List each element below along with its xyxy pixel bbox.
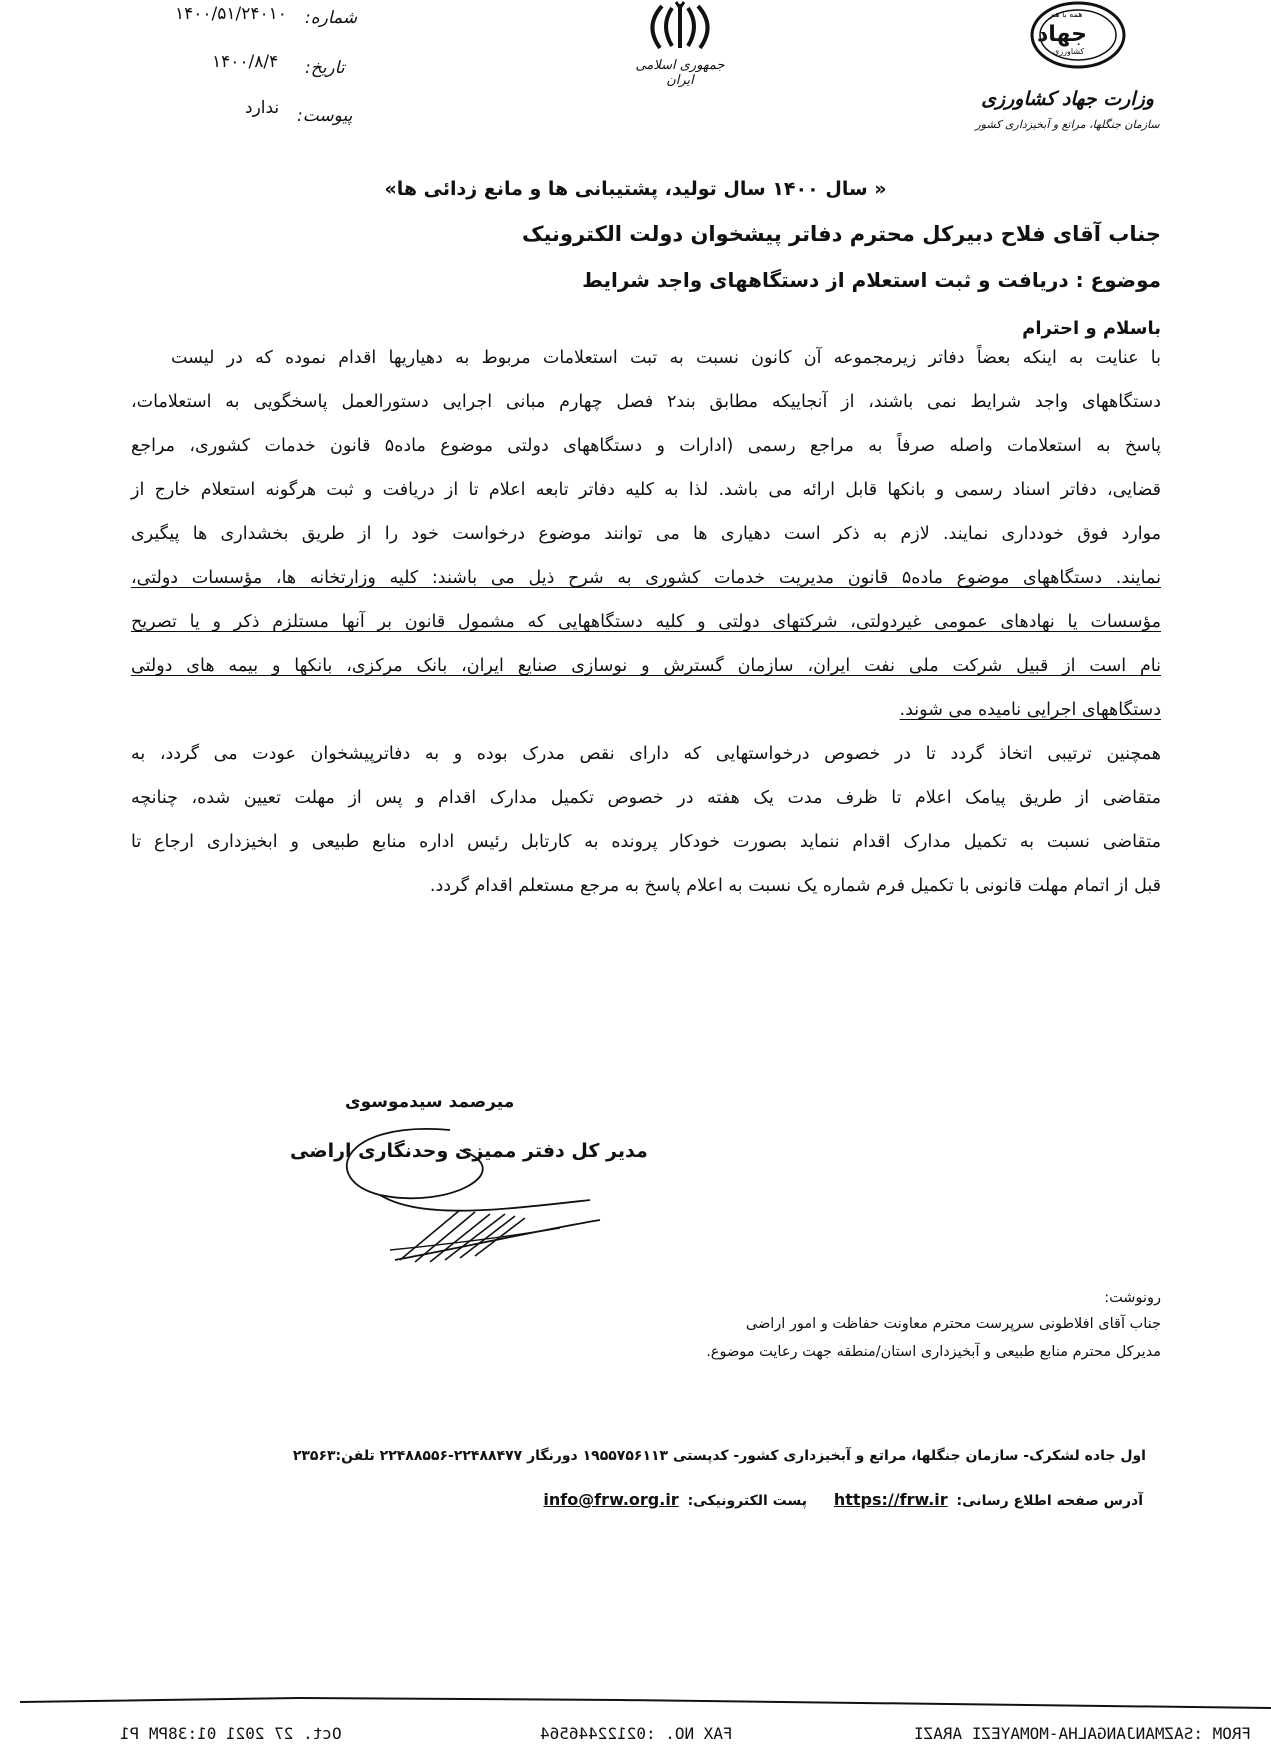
body-line-4: قضایی، دفاتر اسناد رسمی و بانکها قابل ارائه می باشد. لذا به کلیه دفاتر تابعه اعلام تا از دریافت و ثبت هرگونه استعلام خارج از <box>131 480 1161 500</box>
underlined-text: نام است از قبیل شرکت ملی نفت ایران، سازمان گسترش و نوسازی صنایع ایران، بانک مرکزی، بانکها و بیمه های دولتی <box>131 656 1161 676</box>
cc-item-2: مدیرکل محترم منابع طبیعی و آبخیزداری استان/منطقه جهت رعایت موضوع. <box>706 1344 1161 1360</box>
body-line-10: همچنین ترتیبی اتخاذ گردد تا در خصوص درخواستهایی که دارای نقص مدرک بوده و به دفاترپیشخوان عودت می گردد، به <box>131 744 1161 764</box>
body-line-5: موارد فوق خودداری نمایند. لازم به ذکر است دهیاری ها می توانند موضوع درخواست خود را از طریق بخشداری ها پیگیری <box>131 524 1161 544</box>
handwritten-signature <box>300 1110 620 1270</box>
number-value: ۱۴۰۰/۵۱/۲۴۰۱۰ <box>175 4 287 24</box>
jihad-logo-top: همه با هم <box>1050 10 1083 19</box>
date-label: تاریخ: <box>305 58 345 78</box>
fax-header <box>0 1724 1271 1748</box>
footer-contacts <box>539 1490 1143 1509</box>
recipient: جناب آقای فلاح دبیرکل محترم دفاتر پیشخوان دولت الکترونیک <box>521 222 1161 246</box>
number-label: شماره: <box>305 8 358 28</box>
email-link[interactable]: info@frw.org.ir <box>543 1490 679 1509</box>
body-line-2: دستگاههای واجد شرایط نمی باشند، از آنجاییکه مطابق بند۲ فصل چهارم مبانی اجرایی دستورالعمل پاسخگویی به استعلامات، <box>131 392 1161 412</box>
cc-item-1: جناب آقای افلاطونی سرپرست محترم معاونت حفاظت و امور اراضی <box>745 1316 1161 1332</box>
signer-name: میرصمد سیدموسوی <box>345 1092 515 1112</box>
emblem-icon <box>620 0 740 52</box>
underlined-text: نمایند. دستگاههای موضوع ماده۵ قانون مدیریت خدمات کشوری به شرح ذیل می باشند: کلیه وزارتخانه ها، مؤسسات دولتی، <box>131 568 1162 588</box>
iran-emblem-logo <box>620 0 740 88</box>
body-line-3: پاسخ به استعلامات واصله صرفاً به مراجع رسمی (ادارات و دستگاههای دولتی موضوع ماده۵ قانون خدمات کشوری، مراجع <box>131 436 1162 456</box>
body-line-11: متقاضی از طریق پیامک اعلام تا ظرف مدت یک هفته در خصوص تکمیل مدارک اقدام و پس از مهلت تعیین شده، چنانچه <box>131 788 1161 808</box>
bottom-rule <box>0 1680 1271 1710</box>
ministry-sub: سازمان جنگلها، مراتع و آبخیزداری کشور <box>975 118 1160 131</box>
jihad-logo-bottom: کشاورزی <box>1053 47 1085 56</box>
attachment-label: پیوست: <box>297 106 353 126</box>
website-link[interactable]: https://frw.ir <box>833 1490 948 1509</box>
body-line-9 <box>131 702 1161 720</box>
body-line-7 <box>131 614 1161 632</box>
footer-address: اول جاده لشکرک- سازمان جنگلها، مراتع و آبخیزداری کشور- کدپستی ۱۹۵۵۷۵۶۱۱۳ دورنگار ۲۲۴۸۸۴۷۷-۲۲۴۸۸۵۵۶ تلفن:۲۳۵۶۳ <box>292 1448 1146 1464</box>
fax-number: FAX NO. :02122446564 <box>540 1724 733 1743</box>
subject: موضوع : دریافت و ثبت استعلام از دستگاههای واجد شرایط <box>582 268 1161 292</box>
date-value: ۱۴۰۰/۸/۴ <box>212 52 279 72</box>
underlined-text: دستگاههای اجرایی نامیده می شوند. <box>899 700 1161 720</box>
body-line-8 <box>131 658 1161 676</box>
body-line-6 <box>131 570 1161 588</box>
email-label: پست الکترونیکی: <box>687 1493 807 1509</box>
fax-datetime: Oct. 27 2021 01:38PM P1 <box>120 1724 342 1743</box>
cc-label: رونوشت: <box>1104 1290 1161 1306</box>
republic-caption: جمهوری اسلامی ایران <box>635 58 725 88</box>
website-label: آدرس صفحه اطلاع رسانی: <box>956 1493 1143 1509</box>
body-line-12: متقاضی نسبت به تکمیل مدارک اقدام ننماید بصورت خودکار پرونده به کارتابل رئیس اداره منابع طبیعی و ابخیزداری ارجاع تا <box>131 832 1161 852</box>
body-line-1: با عنایت به اینکه بعضاً دفاتر زیرمجموعه آن کانون نسبت به تبت استعلامات مربوط به دهیاریها اقدام نموده که در لیست <box>171 348 1161 368</box>
jihad-logo-text: جهاد <box>1037 22 1087 47</box>
ministry-logo <box>975 0 1160 160</box>
fax-from: FROM :SAZMANJANGALHA-MOMAYEZI ARAZI <box>913 1724 1251 1743</box>
ministry-name: وزارت جهاد کشاورزی <box>981 88 1154 110</box>
year-slogan: « سال ۱۴۰۰ سال تولید، پشتیبانی ها و مانع زدائی ها» <box>384 178 887 200</box>
attachment-value: ندارد <box>245 98 280 118</box>
body-line-13: قبل از اتمام مهلت قانونی با تکمیل فرم شماره یک نسبت به اعلام پاسخ به مرجع مستعلم اقدام گردد. <box>429 876 1161 896</box>
greeting: باسلام و احترام <box>1022 318 1161 339</box>
signer-title: مدیر کل دفتر ممیزی وحدنگاری اراضی <box>290 1140 648 1162</box>
underlined-text: مؤسسات یا نهادهای عمومی غیردولتی، شرکتهای دولتی و کلیه دستگاههایی که مشمول قانون بر آنها مستلزم ذکر و یا تصریح <box>131 612 1161 632</box>
